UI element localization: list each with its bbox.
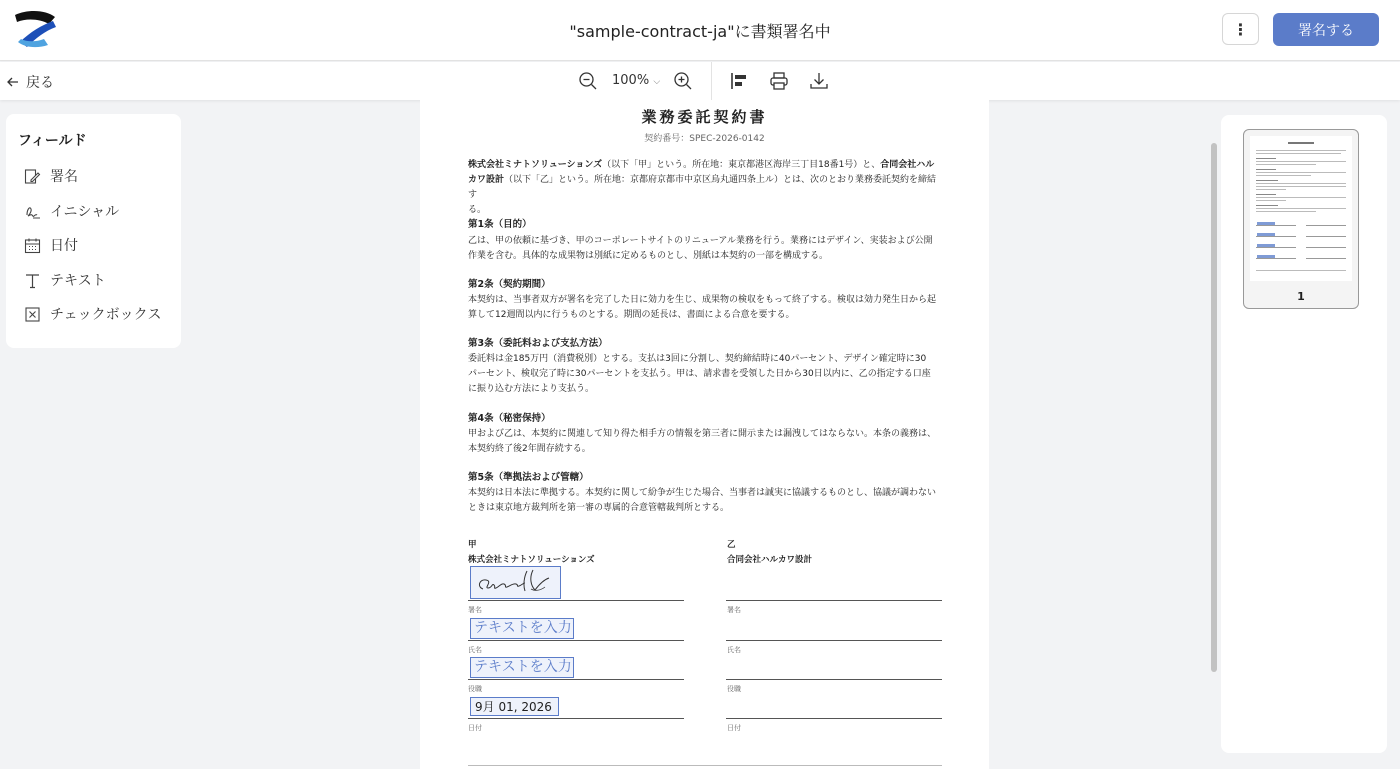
party-b-name: 合同会社ハル (880, 160, 935, 170)
more-icon: ⋮ (1232, 19, 1249, 39)
field-label: イニシャル (50, 204, 120, 220)
toolbar-divider (711, 62, 712, 100)
thumbnail-preview (1250, 136, 1352, 281)
name-label: 氏名 (727, 646, 741, 654)
contract-title: 業務委託契約書 (641, 108, 768, 126)
article-body (468, 486, 943, 516)
date-label: 日付 (727, 724, 741, 732)
fields-panel (6, 114, 181, 348)
name-placeholder: テキストを入力 (474, 620, 572, 636)
name-text-field[interactable] (470, 618, 574, 639)
article-line: 作業を含む。具体的な成果物は別紙に定めるものとし、別紙は本契約の一部を構成する。 (468, 251, 829, 261)
zoom-out-icon (578, 71, 598, 91)
article-body (468, 352, 943, 397)
field-label: チェックボックス (50, 307, 162, 323)
field-label: テキスト (50, 273, 106, 289)
signature-field[interactable] (470, 566, 561, 599)
article-line: ときは東京地方裁判所を第一審の専属的合意管轄裁判所とする。 (468, 503, 730, 513)
party-a-role: 甲 (468, 540, 477, 550)
article-line: 算して12週間以内に行うものとする。期間の延長は、書面による合意を要する。 (468, 310, 795, 320)
article-line: 本契約は日本法に準拠する。本契約に関して紛争が生じた場合、当事者は誠実に協議するものとし、協議が調わない (468, 488, 937, 498)
date-line (726, 718, 942, 719)
article-line: 本契約は、当事者双方が署名を完了した日に効力を生じ、成果物の検収をもって終了する。検収は効力発生日から起 (468, 295, 937, 305)
zoom-out-button[interactable] (577, 70, 599, 92)
field-label: 日付 (50, 238, 78, 254)
download-icon (809, 71, 829, 91)
article-heading: 第4条（秘密保持） (468, 413, 551, 424)
party-a-label: 株式会社ミナトソリューションズ (468, 555, 595, 565)
download-button[interactable] (808, 70, 830, 92)
document-scrollbar[interactable] (1211, 143, 1217, 672)
contract-number: 契約番号：SPEC-2026-0142 (644, 134, 765, 144)
sign-button[interactable]: 署名する (1273, 13, 1379, 46)
article-body (468, 427, 943, 457)
toolbar (0, 62, 1400, 100)
article-line: 乙は、甲の依頼に基づき、甲のコーポレートサイトのリニューアル業務を行う。業務にはデザイン、実装および公開 (468, 236, 933, 246)
article-heading: 第5条（準拠法および管轄） (468, 472, 589, 483)
field-initials[interactable] (24, 200, 119, 222)
thumbnail-panel (1221, 115, 1387, 753)
party-b-name-cont: カワ設計 (468, 175, 505, 185)
article-heading: 第2条（契約期間） (468, 279, 551, 290)
title-line (468, 679, 684, 680)
article-line: 委託料は金185万円（消費税別）とする。支払は3回に分割し、契約締結時に40パーセント、デザイン確定時に30 (468, 354, 927, 364)
checkbox-icon (24, 306, 41, 323)
fields-title: フィールド (18, 133, 87, 149)
signature-label: 署名 (468, 606, 482, 614)
name-line (726, 640, 942, 641)
print-button[interactable] (768, 70, 790, 92)
calendar-icon (24, 237, 41, 254)
arrow-left-icon (6, 75, 20, 89)
party-b-label: 合同会社ハルカワ設計 (727, 555, 813, 565)
back-label: 戻る (26, 75, 54, 91)
article-heading: 第3条（委託料および支払方法） (468, 338, 608, 349)
handwritten-signature-icon (471, 567, 560, 598)
print-icon (769, 71, 789, 91)
intro-text: （以下「甲」という。所在地：東京都港区海岸三丁目18番1号）と、 (602, 160, 881, 170)
intro-text: る。 (468, 205, 487, 215)
more-options-button[interactable] (1222, 13, 1259, 45)
signature-line (468, 600, 684, 601)
article-heading: 第1条（目的） (468, 219, 532, 230)
signature-label: 署名 (727, 606, 741, 614)
thumbnail-page-number: 1 (1297, 290, 1305, 303)
date-label: 日付 (468, 724, 482, 732)
article-line: 甲および乙は、本契約に関連して知り得た相手方の情報を第三者に開示または漏洩してはならない。本条の義務は、 (468, 429, 937, 439)
align-button[interactable] (728, 70, 750, 92)
title-label: 役職 (727, 685, 741, 693)
date-line (468, 718, 684, 719)
article-line: に振り込む方法により支払う。 (468, 384, 595, 394)
party-a-name: 株式会社ミナトソリューションズ (468, 160, 603, 170)
page-thumbnail[interactable] (1243, 129, 1359, 309)
title-text-field[interactable] (470, 657, 574, 678)
zoom-in-button[interactable] (672, 70, 694, 92)
article-line: パーセント、検収完了時に30パーセントを支払う。甲は、請求書を受領した日から30日以内に、乙の指定する口座 (468, 369, 931, 379)
field-date[interactable] (24, 234, 78, 256)
document-page (420, 100, 989, 769)
text-icon (24, 272, 41, 289)
align-left-icon (729, 71, 749, 91)
zoom-value: 100% (612, 73, 650, 88)
date-field[interactable]: 9月 01, 2026 (470, 697, 559, 716)
chevron-down-icon: ⌵ (653, 77, 661, 87)
article-line: 本契約終了後2年間存続する。 (468, 444, 591, 454)
party-b-role: 乙 (727, 540, 736, 550)
field-label: 署名 (50, 169, 78, 185)
title-line (726, 679, 942, 680)
signature-line (726, 600, 942, 601)
title-placeholder: テキストを入力 (474, 659, 572, 675)
title-label: 役職 (468, 685, 482, 693)
article-body (468, 234, 943, 264)
zoom-in-icon (673, 71, 693, 91)
zoom-select[interactable] (612, 73, 660, 88)
name-label: 氏名 (468, 646, 482, 654)
field-checkbox[interactable] (24, 303, 161, 325)
back-button[interactable] (6, 72, 54, 92)
document-title: "sample-contract-ja"に書類署名中 (569, 22, 831, 41)
intro-text: （以下「乙」という。所在地：京都府京都市中京区烏丸通四条上ル）とは、次のとおり業務委託契約を締結す (468, 175, 937, 200)
article-body (468, 293, 943, 323)
field-text[interactable] (24, 269, 106, 291)
field-signature[interactable] (24, 165, 78, 187)
name-line (468, 640, 684, 641)
initials-icon (24, 203, 41, 220)
top-bar (0, 0, 1400, 61)
signature-icon (24, 168, 41, 185)
intro-paragraph (468, 158, 943, 218)
page-footer-line (468, 765, 942, 766)
